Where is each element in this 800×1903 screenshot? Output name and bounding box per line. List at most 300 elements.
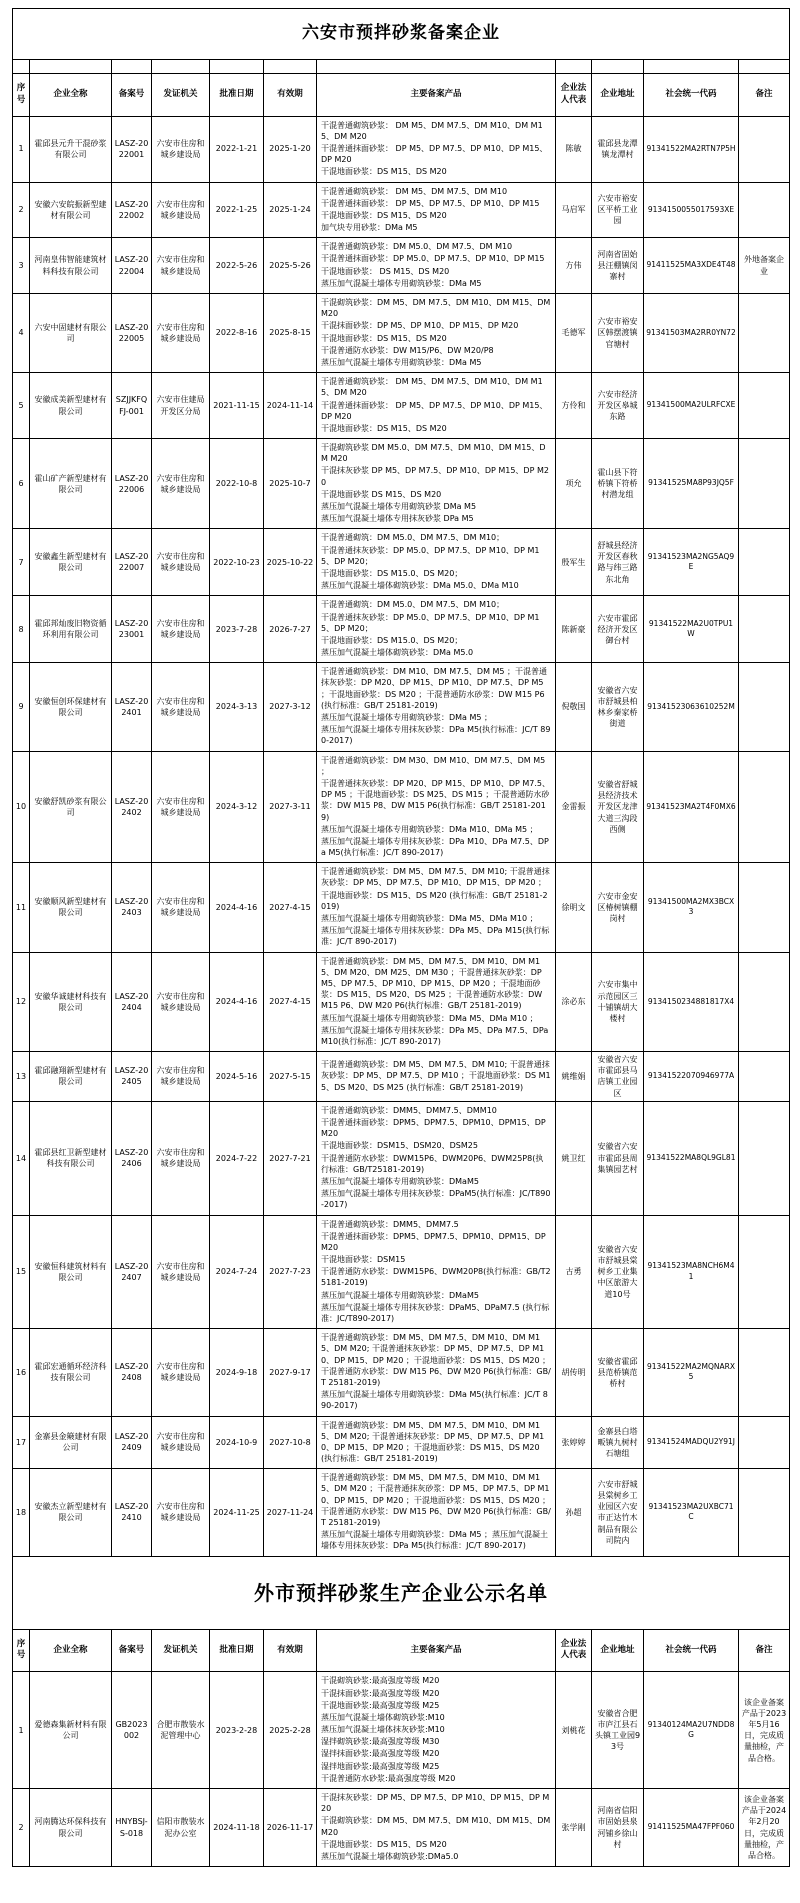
cell-authority: 六安市住房和城乡建设局 [152, 596, 210, 663]
product-line: 干混普通砌筑砂浆：DMM5、DMM7.5、DMM10 [321, 1105, 497, 1115]
cell-record_no: LASZ-202403 [112, 863, 152, 952]
product-line: 蒸压加气混凝土墙体专用砌筑砂浆：DMa M5、DMa M10 ； [321, 914, 538, 924]
cell-remark [739, 1469, 790, 1556]
product-line: 干混普通抹面砂浆：DPM5、DPM7.5、DPM10、DPM15、DPM20 [321, 1118, 546, 1139]
cell-authority: 六安市住房和城乡建设局 [152, 116, 210, 182]
product-line: 蒸压加气混凝土墙体砌筑砂浆：DMa M5.0、DMa M10 [321, 581, 519, 591]
cell-name: 霍邱邦灿废旧物资循环利用有限公司 [30, 596, 112, 663]
cell-valid_until: 2027-11-24 [264, 1469, 317, 1556]
cell-approve_date: 2024-10-9 [210, 1416, 264, 1469]
table-row [13, 238, 790, 294]
product-line: 干混地面砂浆：DSM15 [321, 1255, 406, 1265]
product-line: 干混抹面砂浆：DP M5、DP M10、DP M15、DP M20 [321, 321, 519, 331]
cell-approve_date: 2022-10-23 [210, 529, 264, 596]
cell-remark [739, 373, 790, 439]
column-header: 批准日期 [210, 73, 264, 116]
cell-address: 六安市裕安区韩摆渡镇官塘村 [592, 294, 644, 373]
product-line: 蒸压加气混凝土墙体专用抹灰砂浆 DPa M5 [321, 514, 474, 524]
cell-name: 霍邱宏通循环经济科技有限公司 [30, 1329, 112, 1416]
cell-legal_rep: 古勇 [556, 1215, 592, 1329]
cell-name: 安徽华诚建材科技有限公司 [30, 952, 112, 1052]
cell-products [317, 663, 556, 751]
cell-remark [739, 439, 790, 529]
cell-products [317, 1416, 556, 1469]
product-line: 湿拌抹面砂浆:最高强度等级 M20 [321, 1749, 440, 1759]
table-row [13, 1329, 790, 1416]
table-row [13, 529, 790, 596]
cell-name: 六安中固建材有限公司 [30, 294, 112, 373]
cell-authority: 六安市住房和城乡建设局 [152, 1329, 210, 1416]
table-row [13, 1416, 790, 1469]
product-line: 干混普通砌筑砂浆：DM M5、DM M7.5、DM M10; 干混普通抹灰砂浆：DP M5、DP M7.5、DP M10 ；干混地面砂浆：DS M15、DS M20、DS M25 (执行标准：GB/T 25181-2019) [321, 1060, 551, 1092]
cell-approve_date: 2024-4-16 [210, 863, 264, 952]
section-title-row [13, 1556, 790, 1629]
cell-approve_date: 2022-1-21 [210, 116, 264, 182]
cell-credit_code: 91341500MA2ULRFCXE [644, 373, 739, 439]
cell-no: 1 [13, 116, 30, 182]
cell-remark [739, 529, 790, 596]
product-line: 干混普通抹面砂浆：DPM5、DPM7.5、DPM10、DPM15、DPM20 [321, 1231, 546, 1252]
cell-record_no: LASZ-2022005 [112, 294, 152, 373]
table-row [13, 373, 790, 439]
cell-record_no: LASZ-2022006 [112, 439, 152, 529]
cell-credit_code: 91341522MA2RTN7P5H [644, 116, 739, 182]
cell-remark [739, 952, 790, 1052]
cell-products [317, 952, 556, 1052]
column-header: 有效期 [264, 1629, 317, 1672]
product-line: 蒸压加气混凝土墙体专用抹灰砂浆：DPa M5、DPa M7.5、DPa M10(执行标准：JC/T 890-2017) [321, 1025, 549, 1046]
cell-valid_until: 2025-2-28 [264, 1672, 317, 1789]
cell-legal_rep: 刘桃花 [556, 1672, 592, 1789]
table-row [13, 439, 790, 529]
spacer-cell [644, 59, 739, 73]
cell-approve_date: 2024-9-18 [210, 1329, 264, 1416]
header-row [13, 1629, 790, 1672]
table-row [13, 294, 790, 373]
cell-address: 霍邱县龙潭镇龙潭村 [592, 116, 644, 182]
cell-remark [739, 1052, 790, 1102]
product-line: 蒸压加气混凝土墙体砌筑砂浆:M10 [321, 1712, 445, 1722]
cell-valid_until: 2027-9-17 [264, 1329, 317, 1416]
spacer-cell [30, 59, 112, 73]
column-header: 备案号 [112, 73, 152, 116]
product-line: 湿拌地面砂浆:最高强度等级 M25 [321, 1761, 440, 1771]
cell-credit_code: 91411525MA3XDE4T48 [644, 238, 739, 294]
cell-valid_until: 2027-10-8 [264, 1416, 317, 1469]
cell-record_no: LASZ-2022002 [112, 182, 152, 238]
cell-credit_code: 91341522MA2U0TPU1W [644, 596, 739, 663]
cell-authority: 六安市住房和城乡建设局 [152, 1215, 210, 1329]
cell-credit_code: 91341522MA2MQNARX5 [644, 1329, 739, 1416]
column-header: 社会统一代码 [644, 1629, 739, 1672]
cell-remark [739, 294, 790, 373]
product-line: 干混地面砂浆:最高强度等级 M25 [321, 1700, 440, 1710]
cell-valid_until: 2026-7-27 [264, 596, 317, 663]
cell-record_no: LASZ-202408 [112, 1329, 152, 1416]
cell-no: 9 [13, 663, 30, 751]
product-line: 干混普通砌筑砂浆：DM M5、DM M7.5、DM M10、DM M15、DM M20; 干混普通抹灰砂浆：DP M5、DP M7.5、DP M10、DP M15、DP M20 ；干混地面砂浆：DS M15、DS M20 (执行标准：GB/T 25181-2019) [321, 1420, 545, 1464]
cell-legal_rep: 毛德军 [556, 294, 592, 373]
cell-no: 8 [13, 596, 30, 663]
cell-authority: 合肥市散装水泥管理中心 [152, 1672, 210, 1789]
cell-legal_rep: 马启军 [556, 182, 592, 238]
cell-record_no: LASZ-202410 [112, 1469, 152, 1556]
cell-valid_until: 2027-7-21 [264, 1101, 317, 1215]
cell-credit_code: 91341503MA2RR0YN72 [644, 294, 739, 373]
cell-name: 安徽杰立新型建材有限公司 [30, 1469, 112, 1556]
product-line: 干混砌筑砂浆：DM M5、DM M7.5、DM M10、DM M15、DM M20 [321, 1816, 551, 1837]
cell-no: 17 [13, 1416, 30, 1469]
product-line: 干混普通抹面砂浆： DP M5、DP M7.5、DP M10、DP M15 [321, 198, 540, 208]
column-header: 主要备案产品 [317, 73, 556, 116]
table-row [13, 863, 790, 952]
product-line: 蒸压加气混凝土墙体砌筑砂浆:DMa5.0 [321, 1851, 459, 1861]
cell-name: 安徽舒凯砂浆有限公司 [30, 751, 112, 863]
product-line: 蒸压加气混凝土墙体专用砌筑砂浆：DMa M5(执行标准：JC/T 890-2017) [321, 1390, 548, 1411]
column-header: 企业地址 [592, 73, 644, 116]
spacer-cell [739, 59, 790, 73]
cell-remark [739, 751, 790, 863]
product-line: 干混普通砌筑砂浆：DM M10、DM M7.5、DM M5 ；干混普通抹灰砂浆：DP M20、DP M15、DP M10、DP M7.5、DP M5 ；干混地面砂浆：DS M20 ；干混普通防水砂浆：DW M15 P6(执行标准：GB/T 25181-2019) [321, 667, 548, 710]
cell-record_no: LASZ-2022001 [112, 116, 152, 182]
cell-credit_code: 9134150055017593XE [644, 182, 739, 238]
cell-approve_date: 2024-11-25 [210, 1469, 264, 1556]
product-line: 蒸压加气混凝土墙体专用抹灰砂浆：DPa M10、DPa M7.5、DPa M5(执行标准：JC/T 890-2017) [321, 836, 549, 858]
cell-name: 安徽鑫生新型建材有限公司 [30, 529, 112, 596]
product-line: 蒸压加气混凝土墙体专用砌筑砂浆：DMa M5、DMa M10 ； [321, 1013, 538, 1023]
cell-approve_date: 2023-7-28 [210, 596, 264, 663]
cell-approve_date: 2024-7-22 [210, 1101, 264, 1215]
cell-record_no: LASZ-202405 [112, 1052, 152, 1102]
column-header: 有效期 [264, 73, 317, 116]
cell-remark [739, 596, 790, 663]
cell-legal_rep: 徐明文 [556, 863, 592, 952]
cell-valid_until: 2025-5-26 [264, 238, 317, 294]
product-line: 干混普通砌筑砂浆：DM M5、DM M7.5、DM M10; 干混普通抹灰砂浆：DP M5、DP M7.5、DP M10、DP M15、DP M20 ； [321, 867, 550, 888]
cell-approve_date: 2022-1-25 [210, 182, 264, 238]
cell-products [317, 294, 556, 373]
cell-approve_date: 2024-5-16 [210, 1052, 264, 1102]
cell-remark [739, 182, 790, 238]
cell-legal_rep: 方伟 [556, 238, 592, 294]
spacer-cell [556, 59, 592, 73]
cell-products [317, 1101, 556, 1215]
column-header: 企业法人代表 [556, 1629, 592, 1672]
cell-products [317, 439, 556, 529]
product-line: 干混抹灰砂浆：DP M5、DP M7.5、DP M10、DP M15、DP M20 [321, 1793, 550, 1814]
cell-authority: 六安市住房和城乡建设局 [152, 529, 210, 596]
cell-valid_until: 2025-10-22 [264, 529, 317, 596]
cell-record_no: LASZ-202407 [112, 1215, 152, 1329]
spacer-cell [112, 59, 152, 73]
sheet-body [13, 9, 790, 1867]
cell-no: 10 [13, 751, 30, 863]
cell-record_no: LASZ-202401 [112, 663, 152, 751]
cell-credit_code: 91411525MA47FPF060 [644, 1789, 739, 1867]
column-header: 序号 [13, 1629, 30, 1672]
cell-no: 5 [13, 373, 30, 439]
cell-name: 金寨县金簸建材有限公司 [30, 1416, 112, 1469]
cell-approve_date: 2024-3-13 [210, 663, 264, 751]
cell-record_no: LASZ-202402 [112, 751, 152, 863]
cell-remark [739, 863, 790, 952]
product-line: 干混普通防水砂浆:最高强度等级 M20 [321, 1773, 456, 1783]
cell-address: 安徽省霍邱县范桥镇范桥村 [592, 1329, 644, 1416]
cell-credit_code: 91341522MA8QL9GL81 [644, 1101, 739, 1215]
column-header: 社会统一代码 [644, 73, 739, 116]
cell-products [317, 116, 556, 182]
cell-address: 安徽省六安市舒城县棠树乡工业集中区旅游大道10号 [592, 1215, 644, 1329]
cell-record_no: LASZ-2022007 [112, 529, 152, 596]
cell-no: 11 [13, 863, 30, 952]
cell-no: 12 [13, 952, 30, 1052]
product-line: 干混地面砂浆：DS M15、DS M20 [321, 423, 447, 433]
cell-approve_date: 2022-10-8 [210, 439, 264, 529]
cell-legal_rep: 涂必东 [556, 952, 592, 1052]
table-row [13, 1469, 790, 1556]
cell-authority: 六安市住房和城乡建设局 [152, 294, 210, 373]
cell-approve_date: 2021-11-15 [210, 373, 264, 439]
table-row [13, 116, 790, 182]
cell-remark [739, 1329, 790, 1416]
cell-products [317, 1672, 556, 1789]
cell-legal_rep: 姚维娟 [556, 1052, 592, 1102]
product-line: 干混地面砂浆 DS M15、DS M20 [321, 489, 442, 499]
product-line: 干混普通砌筑砂浆： DM M5、DM M7.5、DM M10、DM M15、DM M20 [321, 377, 543, 398]
cell-no: 3 [13, 238, 30, 294]
cell-authority: 六安市住房和城乡建设局 [152, 1416, 210, 1469]
cell-record_no: LASZ-2023001 [112, 596, 152, 663]
cell-legal_rep: 方伶和 [556, 373, 592, 439]
cell-remark [739, 1101, 790, 1215]
table-row [13, 952, 790, 1052]
product-line: 干混普通砌筑砂浆：DM M5、DM M7.5、DM M10、DM M15、DM M20 ；干混普通抹灰砂浆：DP M5、DP M7.5、DP M10、DP M15、DP M20 ；干混地面砂浆：DS M15、DS M20 ；干混普通防水砂浆：DW M15 P6、DW M20 P6(执行标准：GB/T 25181-2019) [321, 1473, 551, 1528]
cell-products [317, 751, 556, 863]
cell-address: 安徽省六安市舒城县柏林乡秦家桥街道 [592, 663, 644, 751]
product-line: 蒸压加气混凝土墙体专用砌筑砂浆：DMa M5 [321, 357, 482, 367]
cell-record_no: GB2023002 [112, 1672, 152, 1789]
product-line: 干混地面砂浆：DS M15、DS M20 [321, 1839, 447, 1849]
cell-valid_until: 2024-11-14 [264, 373, 317, 439]
cell-no: 16 [13, 1329, 30, 1416]
table-row [13, 1215, 790, 1329]
section-title: 六安市预拌砂浆备案企业 [13, 9, 790, 60]
cell-address: 六安市舒城县棠树乡工业园区六安市正达竹木制品有限公司院内 [592, 1469, 644, 1556]
product-line: 干混普通防水砂浆：DWM15P6、DWM20P8(执行标准：GB/T25181-2019) [321, 1267, 551, 1288]
cell-products [317, 1789, 556, 1867]
product-line: 干混普通砌筑砂浆：DM M5.0、DM M7.5、DM M10 [321, 242, 513, 252]
product-line: 干混普通抹灰砂浆：DP M20、DP M15、DP M10、DP M7.5、DP M5 ；干混地面砂浆：DS M25、DS M15 ；干混普通防水砂浆：DW M15 P8、DW M15 P6(执行标准：GB/T 25181-2019) [321, 778, 550, 822]
spacer-cell [317, 59, 556, 73]
product-line: 干混地面砂浆：DS M15.0、DS M20； [321, 635, 463, 645]
product-line: 加气块专用砂浆：DMa M5 [321, 223, 418, 233]
table-row [13, 596, 790, 663]
section-title-row [13, 9, 790, 60]
product-line: 蒸压加气混凝土墙体砌筑砂浆：DMa M5.0 [321, 648, 474, 658]
cell-no: 15 [13, 1215, 30, 1329]
cell-authority: 六安市住房和城乡建设局 [152, 1101, 210, 1215]
cell-products [317, 1469, 556, 1556]
cell-credit_code: 91341524MADQU2Y91J [644, 1416, 739, 1469]
cell-name: 霍邱融翔新型建材有限公司 [30, 1052, 112, 1102]
product-line: 干混普通防水砂浆：DW M15/P6、DW M20/P8 [321, 345, 494, 355]
column-header: 批准日期 [210, 1629, 264, 1672]
cell-products [317, 529, 556, 596]
column-header: 备注 [739, 73, 790, 116]
table-row [13, 1052, 790, 1102]
column-header: 企业法人代表 [556, 73, 592, 116]
cell-no: 18 [13, 1469, 30, 1556]
cell-legal_rep: 金雷振 [556, 751, 592, 863]
product-line: 干混普通抹面砂浆： DP M5、DP M7.5、DP M10、DP M15、DP M20 [321, 400, 548, 421]
spacer-row [13, 59, 790, 73]
cell-address: 安徽省六安市霍邱县马店镇工业园区 [592, 1052, 644, 1102]
cell-name: 爱德森集新材料有限公司 [30, 1672, 112, 1789]
cell-name: 安徽恒科建筑材料有限公司 [30, 1215, 112, 1329]
cell-authority: 六安市住房和城乡建设局 [152, 1052, 210, 1102]
product-line: 蒸压加气混凝土墙体专用抹灰砂浆：DPaM5、DPaM7.5 (执行标准：JC/T890-2017) [321, 1302, 550, 1324]
cell-remark [739, 1416, 790, 1469]
cell-legal_rep: 姚卫红 [556, 1101, 592, 1215]
column-header: 备注 [739, 1629, 790, 1672]
cell-remark: 该企业备案产品于2024年2月20日，完成质量抽检，产品合格。 [739, 1789, 790, 1867]
cell-legal_rep: 张学刚 [556, 1789, 592, 1867]
cell-name: 安徽六安皖振新型建材有限公司 [30, 182, 112, 238]
cell-no: 13 [13, 1052, 30, 1102]
product-line: 干混普通砌筑砂浆：DM M5、DM M7.5、DM M10、DM M15、DM M20; 干混普通抹灰砂浆：DP M5、DP M7.5、DP M10、DP M15、DP M20 ；干混地面砂浆：DS M15、DS M20 ；干混普通防水砂浆：DW M15 P6、DW M20 P6(执行标准：GB/T 25181-2019) [321, 1333, 551, 1387]
cell-name: 河南腾达环保科技有限公司 [30, 1789, 112, 1867]
cell-credit_code: 91341500MA2MX3BCX3 [644, 863, 739, 952]
cell-name: 霍邱县红卫新型建材科技有限公司 [30, 1101, 112, 1215]
cell-name: 安徽恒创环保建材有限公司 [30, 663, 112, 751]
column-header: 发证机关 [152, 1629, 210, 1672]
spacer-cell [152, 59, 210, 73]
column-header: 备案号 [112, 1629, 152, 1672]
cell-credit_code: 91341523MA2UXBC71C [644, 1469, 739, 1556]
filing-table [12, 8, 790, 1867]
cell-approve_date: 2023-2-28 [210, 1672, 264, 1789]
cell-address: 霍山县下符桥镇下符桥村潜龙组 [592, 439, 644, 529]
product-line: 湿拌砌筑砂浆:最高强度等级 M30 [321, 1737, 440, 1747]
product-line: 干混普通砌筑砂浆：DM M30、DM M10、DM M7.5、DM M5 ； [321, 755, 546, 776]
cell-authority: 六安市住房和城乡建设局 [152, 1469, 210, 1556]
product-line: 蒸压加气混凝土墙体抹灰砂浆:M10 [321, 1725, 445, 1735]
product-line: 蒸压加气混凝土墙体专用砌筑砂浆：DMa M5 ； [321, 713, 493, 723]
cell-legal_rep: 项允 [556, 439, 592, 529]
cell-name: 安徽顺风新型建材有限公司 [30, 863, 112, 952]
cell-products [317, 1329, 556, 1416]
cell-name: 河南皇伟智能建筑材料科技有限公司 [30, 238, 112, 294]
table-row [13, 663, 790, 751]
cell-authority: 六安市住房和城乡建设局 [152, 863, 210, 952]
cell-record_no: LASZ-202404 [112, 952, 152, 1052]
cell-credit_code: 91341523063610252M [644, 663, 739, 751]
table-row [13, 1789, 790, 1867]
cell-address: 六安市经济开发区皋城东路 [592, 373, 644, 439]
cell-remark [739, 1215, 790, 1329]
cell-no: 2 [13, 1789, 30, 1867]
product-line: 干混普通砌筑砂浆：DM M5、DM M7.5、DM M10、DM M15、DM M20、DM M25、DM M30 ；干混普通抹灰砂浆：DP M5、DP M7.5、DP M10、DP M15、DP M20 ；干混地面砂浆：DS M15、DS M20、DS M25 ；干混普通防水砂浆：DW M15 P6、DW M20 P6(执行标准：GB/T 25181-2019) [321, 956, 543, 1011]
cell-approve_date: 2024-3-12 [210, 751, 264, 863]
cell-credit_code: 91341522070946977A [644, 1052, 739, 1102]
product-line: 干混地面砂浆： DS M15、DS M20 [321, 266, 450, 276]
product-line: 干混普通砌筑砂浆：DMM5、DMM7.5 [321, 1219, 459, 1229]
product-line: 蒸压加气混凝土墙体专用砌筑砂浆：DMa M10、DMa M5 ； [321, 824, 538, 834]
cell-products [317, 1215, 556, 1329]
cell-legal_rep: 倪敬国 [556, 663, 592, 751]
product-line: 干混地面砂浆：DS M15、DS M20 [321, 333, 447, 343]
product-line: 干混砌筑砂浆 DM M5.0、DM M7.5、DM M10、DM M15、DM M20 [321, 443, 546, 464]
product-line: 干混普通抹面砂浆：DP M5.0、DP M7.5、DP M10、DP M15 [321, 254, 545, 264]
cell-products [317, 182, 556, 238]
cell-address: 六安市金安区椿树镇棚岗村 [592, 863, 644, 952]
cell-credit_code: 91341525MA8P93JQ5F [644, 439, 739, 529]
cell-address: 河南省信阳市固始县泉河铺乡徐山村 [592, 1789, 644, 1867]
spacer-cell [592, 59, 644, 73]
product-line: 干混普通抹灰砂浆：DP M5.0、DP M7.5、DP M10、DP M15、DP M20； [321, 612, 540, 633]
column-header: 序号 [13, 73, 30, 116]
cell-no: 7 [13, 529, 30, 596]
product-line: 干混普通防水砂浆：DWM15P6、DWM20P6、DWM25P8(执行标准：GB/T25181-2019) [321, 1153, 544, 1174]
product-line: 干混砌筑砂浆:最高强度等级 M20 [321, 1676, 440, 1686]
cell-products [317, 238, 556, 294]
product-line: 干混普通砌筑：DM M5.0、DM M7.5、DM M10； [321, 533, 505, 543]
spacer-cell [210, 59, 264, 73]
cell-approve_date: 2024-7-24 [210, 1215, 264, 1329]
cell-valid_until: 2025-8-15 [264, 294, 317, 373]
cell-authority: 六安市住房和城乡建设局 [152, 751, 210, 863]
cell-record_no: LASZ-202406 [112, 1101, 152, 1215]
product-line: 蒸压加气混凝土墙体专用砌筑砂浆：DMaM5 [321, 1290, 479, 1300]
product-line: 蒸压加气混凝土墙体专用抹灰砂浆：DPaM5(执行标准：JC/T890-2017) [321, 1189, 551, 1210]
cell-address: 安徽省舒城县经济技术开发区龙津大道三沟段西侧 [592, 751, 644, 863]
product-line: 蒸压加气混凝土墙体专用砌筑砂浆 DMa M5 [321, 502, 477, 512]
cell-authority: 信阳市散装水泥办公室 [152, 1789, 210, 1867]
product-line: 干混地面砂浆：DS M15.0、DS M20； [321, 568, 463, 578]
cell-record_no: SZJJKFQFJ-001 [112, 373, 152, 439]
cell-valid_until: 2027-3-11 [264, 751, 317, 863]
cell-valid_until: 2025-10-7 [264, 439, 317, 529]
cell-legal_rep: 殷军生 [556, 529, 592, 596]
cell-valid_until: 2027-7-23 [264, 1215, 317, 1329]
cell-credit_code: 91341523MA8NCH6M41 [644, 1215, 739, 1329]
cell-no: 4 [13, 294, 30, 373]
cell-legal_rep: 张婷婷 [556, 1416, 592, 1469]
product-line: 干混抹面砂浆:最高强度等级 M20 [321, 1688, 440, 1698]
cell-valid_until: 2027-5-15 [264, 1052, 317, 1102]
cell-approve_date: 2022-5-26 [210, 238, 264, 294]
cell-credit_code: 9134150234881817X4 [644, 952, 739, 1052]
cell-products [317, 373, 556, 439]
cell-authority: 六安市住房和城乡建设局 [152, 439, 210, 529]
cell-record_no: HNYBSJ-S-018 [112, 1789, 152, 1867]
product-line: 干混普通砌筑砂浆： DM M5、DM M7.5、DM M10、DM M15、DM M20 [321, 120, 543, 141]
cell-credit_code: 91341523MA2T4F0MX6 [644, 751, 739, 863]
table-row [13, 751, 790, 863]
product-line: 干混普通抹面砂浆： DP M5、DP M7.5、DP M10、DP M15、DP M20 [321, 143, 548, 165]
cell-valid_until: 2027-3-12 [264, 663, 317, 751]
table-row [13, 1672, 790, 1789]
cell-remark: 该企业备案产品于2023年5月16日，完成质量抽检，产品合格。 [739, 1672, 790, 1789]
cell-approve_date: 2022-8-16 [210, 294, 264, 373]
cell-address: 安徽省合肥市庐江县石头镇工业园93号 [592, 1672, 644, 1789]
product-line: 干混地面砂浆：DS M15、DS M20 (执行标准：GB/T 25181-2019) [321, 890, 548, 911]
cell-no: 2 [13, 182, 30, 238]
cell-authority: 六安市住建局开发区分局 [152, 373, 210, 439]
table-row [13, 1101, 790, 1215]
cell-address: 河南省固始县汪棚镇闵寨村 [592, 238, 644, 294]
cell-address: 六安市集中示范园区三十铺镇胡大楼村 [592, 952, 644, 1052]
